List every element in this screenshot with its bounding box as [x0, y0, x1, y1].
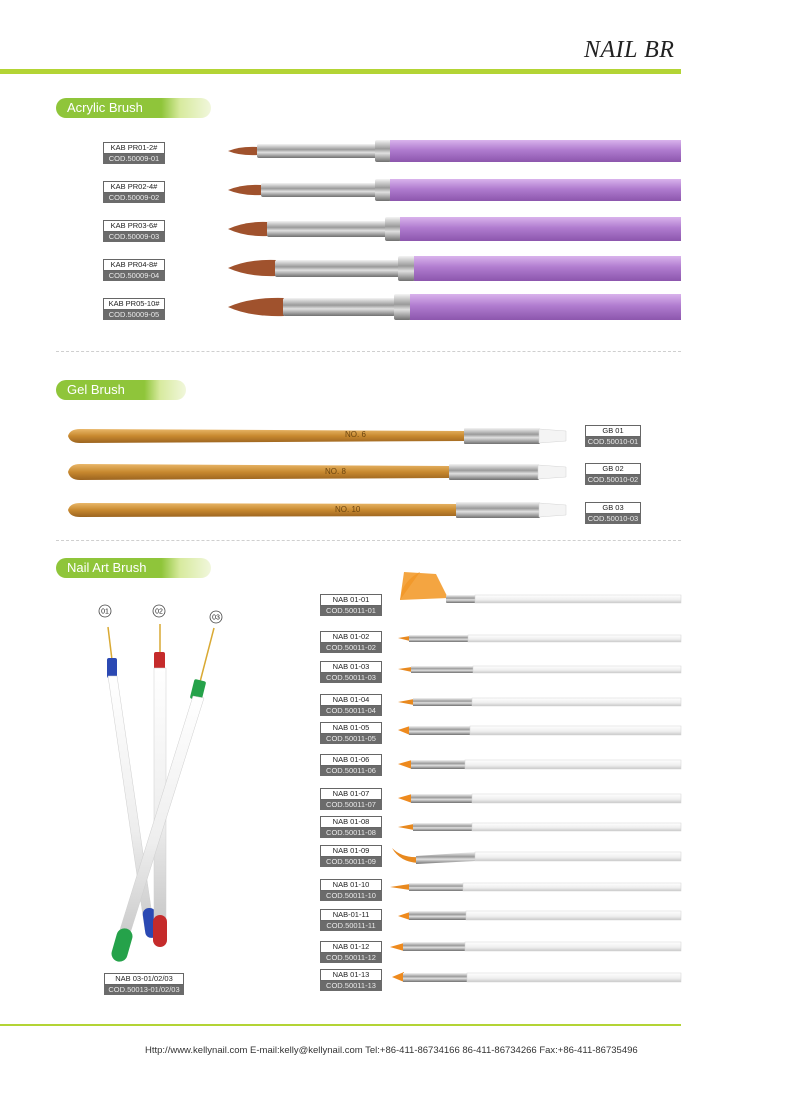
product-name: NAB-01-11	[320, 909, 382, 921]
product-code: COD.50009-02	[103, 193, 165, 203]
art-brush-08	[398, 823, 681, 831]
art-brush-04	[398, 698, 681, 706]
art-brush-09	[392, 848, 681, 864]
gel-handle-text: NO. 6	[345, 430, 366, 439]
product-code: COD.50011-01	[320, 606, 382, 616]
product-code: COD.50010-03	[585, 514, 641, 524]
product-name: NAB 01-08	[320, 816, 382, 828]
product-name: KAB PR04-8#	[103, 259, 165, 271]
gel-handle-text: NO. 10	[335, 505, 361, 514]
product-code: COD.50011-02	[320, 643, 382, 653]
acrylic-brush-1	[228, 140, 681, 162]
liner-number-text: 02	[155, 608, 163, 616]
gel-brush-1	[68, 428, 566, 444]
footer-contact: Http://www.kellynail.com E-mail:kelly@kellynail.com Tel:+86-411-86734166 86-411-86734266 Fax:+86-411-86735496	[145, 1045, 638, 1056]
fan-brush	[400, 572, 681, 603]
nail-art-section-title: Nail Art Brush	[67, 560, 147, 575]
product-code: COD.50011-13	[320, 981, 382, 991]
product-name: KAB PR05-10#	[103, 298, 165, 310]
art-brush-03	[398, 666, 681, 673]
product-code: COD.50011-08	[320, 828, 382, 838]
footer-rule	[0, 1024, 681, 1026]
art-brush-12	[390, 942, 681, 951]
product-name: NAB 01-04	[320, 694, 382, 706]
product-name: NAB 01-06	[320, 754, 382, 766]
art-brush-11	[398, 911, 681, 920]
product-name: NAB 01-07	[320, 788, 382, 800]
liner-number-02	[153, 605, 165, 617]
art-brush-02	[398, 635, 681, 642]
product-code: COD.50011-04	[320, 706, 382, 716]
product-code: COD.50010-02	[585, 475, 641, 485]
page-title: NAIL BR	[584, 37, 675, 63]
liner-number-text: 03	[212, 614, 220, 622]
acrylic-section-title: Acrylic Brush	[67, 100, 143, 115]
gel-brush-3	[68, 502, 566, 518]
art-brush-06	[398, 760, 681, 769]
product-code: COD.50009-05	[103, 310, 165, 320]
product-code: COD.50011-10	[320, 891, 382, 901]
product-code: COD.50009-01	[103, 154, 165, 164]
product-code: COD.50009-04	[103, 271, 165, 281]
product-name: KAB PR03-6#	[103, 220, 165, 232]
product-name: NAB 01-13	[320, 969, 382, 981]
product-code: COD.50011-07	[320, 800, 382, 810]
product-code: COD.50013-01/02/03	[104, 985, 184, 995]
product-name: NAB 01-02	[320, 631, 382, 643]
product-name: GB 02	[585, 463, 641, 475]
product-code: COD.50010-01	[585, 437, 641, 447]
product-code: COD.50011-06	[320, 766, 382, 776]
acrylic-brush-3	[228, 217, 681, 241]
gel-handle-text: NO. 8	[325, 467, 346, 476]
product-name: NAB 01-09	[320, 845, 382, 857]
product-code: COD.50011-05	[320, 734, 382, 744]
acrylic-brush-5	[228, 294, 681, 320]
liner-number-03	[210, 611, 222, 623]
art-brush-05	[398, 726, 681, 735]
product-code: COD.50011-11	[320, 921, 382, 931]
art-brush-10	[390, 883, 681, 891]
product-code: COD.50011-12	[320, 953, 382, 963]
art-brush-13	[392, 972, 681, 982]
gel-brush-2	[68, 464, 566, 480]
liner-number-01	[99, 605, 111, 617]
product-name: NAB 01-05	[320, 722, 382, 734]
acrylic-brush-4	[228, 256, 681, 281]
product-name: NAB 03-01/02/03	[104, 973, 184, 985]
gel-section-title: Gel Brush	[67, 382, 125, 397]
product-name: NAB 01-01	[320, 594, 382, 606]
product-name: GB 01	[585, 425, 641, 437]
product-code: COD.50009-03	[103, 232, 165, 242]
product-name: KAB PR01-2#	[103, 142, 165, 154]
product-name: GB 03	[585, 502, 641, 514]
product-name: NAB 01-03	[320, 661, 382, 673]
product-code: COD.50011-09	[320, 857, 382, 867]
liner-number-text: 01	[101, 608, 109, 616]
product-name: KAB PR02-4#	[103, 181, 165, 193]
product-name: NAB 01-10	[320, 879, 382, 891]
art-brush-07	[398, 794, 681, 803]
product-name: NAB 01-12	[320, 941, 382, 953]
acrylic-brush-2	[228, 179, 681, 201]
product-code: COD.50011-03	[320, 673, 382, 683]
